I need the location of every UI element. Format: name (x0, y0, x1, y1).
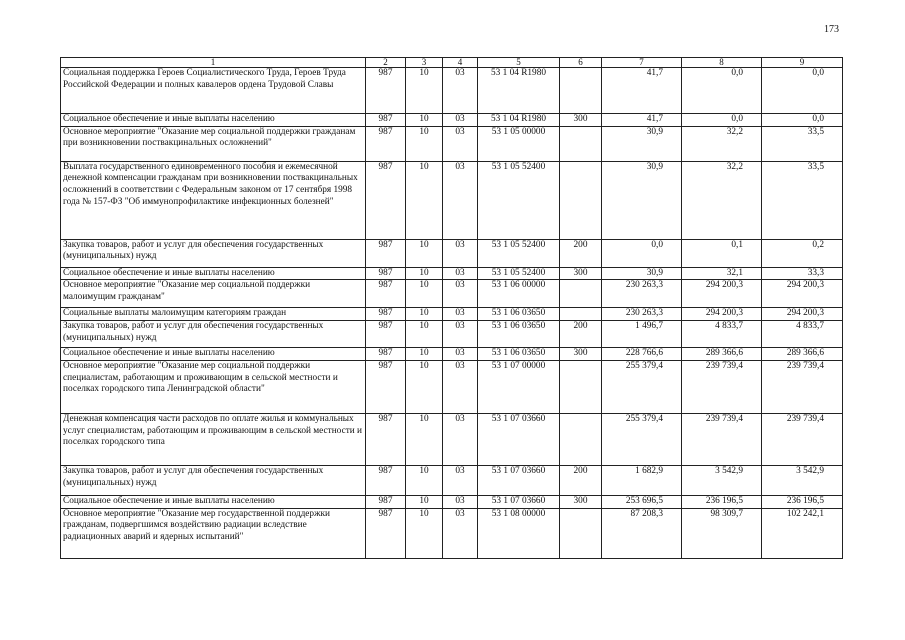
cell-amount-col7: 30,9 (602, 126, 682, 161)
cell-ministry-code: 987 (366, 308, 406, 321)
cell-subsection: 03 (443, 68, 478, 114)
cell-amount-col9: 33,5 (762, 161, 843, 239)
row-description: Денежная компенсация части расходов по оплате жилья и коммунальных услуг специалистам, работающим и проживающим в сельской местности и поселках городского типа (61, 413, 366, 465)
cell-amount-col9: 33,5 (762, 126, 843, 161)
cell-target-article: 53 1 05 52400 (478, 239, 560, 267)
cell-amount-col8: 3 542,9 (682, 465, 762, 495)
cell-target-article: 53 1 07 03660 (478, 495, 560, 508)
cell-target-article: 53 1 04 R1980 (478, 68, 560, 114)
cell-target-article: 53 1 05 52400 (478, 161, 560, 239)
cell-ministry-code: 987 (366, 508, 406, 558)
cell-ministry-code: 987 (366, 495, 406, 508)
cell-expense-type (560, 126, 602, 161)
cell-ministry-code: 987 (366, 360, 406, 413)
cell-subsection: 03 (443, 495, 478, 508)
cell-target-article: 53 1 05 00000 (478, 126, 560, 161)
row-description: Социальное обеспечение и иные выплаты населению (61, 348, 366, 361)
cell-amount-col9: 294 200,3 (762, 308, 843, 321)
cell-section: 10 (406, 360, 443, 413)
cell-amount-col8: 294 200,3 (682, 308, 762, 321)
cell-amount-col7: 255 379,4 (602, 360, 682, 413)
cell-expense-type: 200 (560, 465, 602, 495)
cell-amount-col7: 253 696,5 (602, 495, 682, 508)
cell-subsection: 03 (443, 114, 478, 127)
cell-amount-col9: 102 242,1 (762, 508, 843, 558)
cell-subsection: 03 (443, 321, 478, 348)
cell-section: 10 (406, 413, 443, 465)
column-header-2: 2 (366, 58, 406, 68)
column-header-3: 3 (406, 58, 443, 68)
column-header-5: 5 (478, 58, 560, 68)
table-row (61, 360, 843, 413)
cell-target-article: 53 1 06 00000 (478, 280, 560, 308)
row-description: Основное мероприятие "Оказание мер социальной поддержки малоимущим гражданам" (61, 280, 366, 308)
column-header-8: 8 (682, 58, 762, 68)
table-row (61, 267, 843, 280)
cell-amount-col9: 0,2 (762, 239, 843, 267)
table-row (61, 321, 843, 348)
cell-target-article: 53 1 06 03650 (478, 348, 560, 361)
row-description: Основное мероприятие "Оказание мер социальной поддержки специалистам, работающим и проживающим в сельской местности и поселках городского типа Ленинградской области" (61, 360, 366, 413)
cell-expense-type: 300 (560, 114, 602, 127)
cell-section: 10 (406, 465, 443, 495)
cell-target-article: 53 1 07 03660 (478, 413, 560, 465)
cell-ministry-code: 987 (366, 68, 406, 114)
cell-ministry-code: 987 (366, 267, 406, 280)
cell-expense-type: 200 (560, 321, 602, 348)
row-description: Социальные выплаты малоимущим категориям граждан (61, 308, 366, 321)
row-description: Выплата государственного единовременного пособия и ежемесячной денежной компенсации гражданам при возникновении поствакцинальных осложнений в соответствии с Федеральным законом от 17 сентября 1998 года № 157-ФЗ "Об иммунопрофилактике инфекционных болезней" (61, 161, 366, 239)
cell-ministry-code: 987 (366, 413, 406, 465)
cell-target-article: 53 1 06 03650 (478, 308, 560, 321)
page-number: 173 (824, 24, 839, 35)
cell-amount-col7: 230 263,3 (602, 280, 682, 308)
cell-amount-col8: 32,1 (682, 267, 762, 280)
cell-section: 10 (406, 495, 443, 508)
cell-amount-col7: 230 263,3 (602, 308, 682, 321)
cell-amount-col7: 87 208,3 (602, 508, 682, 558)
table-row (61, 68, 843, 114)
cell-ministry-code: 987 (366, 161, 406, 239)
cell-amount-col9: 239 739,4 (762, 413, 843, 465)
cell-amount-col7: 228 766,6 (602, 348, 682, 361)
cell-amount-col9: 0,0 (762, 68, 843, 114)
cell-amount-col8: 98 309,7 (682, 508, 762, 558)
cell-section: 10 (406, 280, 443, 308)
cell-expense-type (560, 413, 602, 465)
cell-expense-type: 300 (560, 348, 602, 361)
cell-amount-col7: 1 682,9 (602, 465, 682, 495)
cell-amount-col8: 4 833,7 (682, 321, 762, 348)
table-row (61, 508, 843, 558)
table-row (61, 239, 843, 267)
cell-amount-col9: 294 200,3 (762, 280, 843, 308)
table-header-row (61, 58, 843, 68)
row-description: Основное мероприятие "Оказание мер социальной поддержки гражданам при возникновении поствакцинальных осложнений" (61, 126, 366, 161)
cell-subsection: 03 (443, 413, 478, 465)
cell-subsection: 03 (443, 239, 478, 267)
cell-expense-type: 200 (560, 239, 602, 267)
column-header-9: 9 (762, 58, 843, 68)
cell-subsection: 03 (443, 267, 478, 280)
cell-target-article: 53 1 08 00000 (478, 508, 560, 558)
cell-subsection: 03 (443, 308, 478, 321)
cell-expense-type (560, 508, 602, 558)
cell-amount-col7: 30,9 (602, 161, 682, 239)
cell-subsection: 03 (443, 126, 478, 161)
cell-expense-type (560, 68, 602, 114)
cell-amount-col9: 0,0 (762, 114, 843, 127)
table-body (61, 58, 843, 559)
cell-amount-col8: 0,0 (682, 114, 762, 127)
cell-amount-col9: 33,3 (762, 267, 843, 280)
cell-amount-col7: 0,0 (602, 239, 682, 267)
cell-amount-col8: 289 366,6 (682, 348, 762, 361)
cell-amount-col8: 0,1 (682, 239, 762, 267)
cell-amount-col8: 236 196,5 (682, 495, 762, 508)
cell-amount-col9: 236 196,5 (762, 495, 843, 508)
cell-subsection: 03 (443, 161, 478, 239)
cell-amount-col9: 3 542,9 (762, 465, 843, 495)
cell-subsection: 03 (443, 465, 478, 495)
cell-section: 10 (406, 239, 443, 267)
row-description: Закупка товаров, работ и услуг для обеспечения государственных (муниципальных) нужд (61, 321, 366, 348)
cell-expense-type (560, 161, 602, 239)
cell-subsection: 03 (443, 348, 478, 361)
table-row (61, 126, 843, 161)
cell-section: 10 (406, 308, 443, 321)
cell-expense-type (560, 308, 602, 321)
column-header-7: 7 (602, 58, 682, 68)
cell-target-article: 53 1 07 00000 (478, 360, 560, 413)
row-description: Социальное обеспечение и иные выплаты населению (61, 495, 366, 508)
cell-target-article: 53 1 05 52400 (478, 267, 560, 280)
column-header-6: 6 (560, 58, 602, 68)
cell-amount-col7: 41,7 (602, 114, 682, 127)
cell-amount-col8: 239 739,4 (682, 413, 762, 465)
cell-amount-col9: 239 739,4 (762, 360, 843, 413)
cell-amount-col7: 30,9 (602, 267, 682, 280)
row-description: Основное мероприятие "Оказание мер государственной поддержки гражданам, подвергшимся воздействию радиации вследствие радиационных аварий и ядерных испытаний" (61, 508, 366, 558)
table-row (61, 413, 843, 465)
cell-target-article: 53 1 06 03650 (478, 321, 560, 348)
cell-amount-col9: 289 366,6 (762, 348, 843, 361)
row-description: Закупка товаров, работ и услуг для обеспечения государственных (муниципальных) нужд (61, 239, 366, 267)
cell-section: 10 (406, 126, 443, 161)
cell-section: 10 (406, 508, 443, 558)
budget-table (60, 57, 843, 559)
cell-amount-col9: 4 833,7 (762, 321, 843, 348)
cell-expense-type: 300 (560, 267, 602, 280)
cell-amount-col8: 239 739,4 (682, 360, 762, 413)
cell-section: 10 (406, 267, 443, 280)
cell-section: 10 (406, 321, 443, 348)
column-header-1: 1 (61, 58, 366, 68)
cell-section: 10 (406, 348, 443, 361)
cell-subsection: 03 (443, 280, 478, 308)
cell-amount-col8: 32,2 (682, 161, 762, 239)
cell-amount-col7: 255 379,4 (602, 413, 682, 465)
cell-ministry-code: 987 (366, 465, 406, 495)
cell-amount-col8: 0,0 (682, 68, 762, 114)
cell-subsection: 03 (443, 360, 478, 413)
row-description: Социальное обеспечение и иные выплаты населению (61, 267, 366, 280)
cell-amount-col8: 294 200,3 (682, 280, 762, 308)
cell-ministry-code: 987 (366, 114, 406, 127)
cell-expense-type (560, 280, 602, 308)
cell-section: 10 (406, 161, 443, 239)
column-header-4: 4 (443, 58, 478, 68)
table-row (61, 348, 843, 361)
table-row (61, 114, 843, 127)
table-row (61, 280, 843, 308)
table-row (61, 161, 843, 239)
cell-amount-col8: 32,2 (682, 126, 762, 161)
cell-subsection: 03 (443, 508, 478, 558)
row-description: Закупка товаров, работ и услуг для обеспечения государственных (муниципальных) нужд (61, 465, 366, 495)
cell-ministry-code: 987 (366, 126, 406, 161)
cell-target-article: 53 1 04 R1980 (478, 114, 560, 127)
cell-section: 10 (406, 68, 443, 114)
cell-expense-type (560, 360, 602, 413)
cell-ministry-code: 987 (366, 239, 406, 267)
cell-ministry-code: 987 (366, 348, 406, 361)
cell-expense-type: 300 (560, 495, 602, 508)
row-description: Социальное обеспечение и иные выплаты населению (61, 114, 366, 127)
cell-target-article: 53 1 07 03660 (478, 465, 560, 495)
table-row (61, 495, 843, 508)
row-description: Социальная поддержка Героев Социалистического Труда, Героев Труда Российской Федерации и полных кавалеров ордена Трудовой Славы (61, 68, 366, 114)
table-row (61, 465, 843, 495)
cell-ministry-code: 987 (366, 321, 406, 348)
cell-ministry-code: 987 (366, 280, 406, 308)
cell-section: 10 (406, 114, 443, 127)
table-row (61, 308, 843, 321)
cell-amount-col7: 41,7 (602, 68, 682, 114)
cell-amount-col7: 1 496,7 (602, 321, 682, 348)
